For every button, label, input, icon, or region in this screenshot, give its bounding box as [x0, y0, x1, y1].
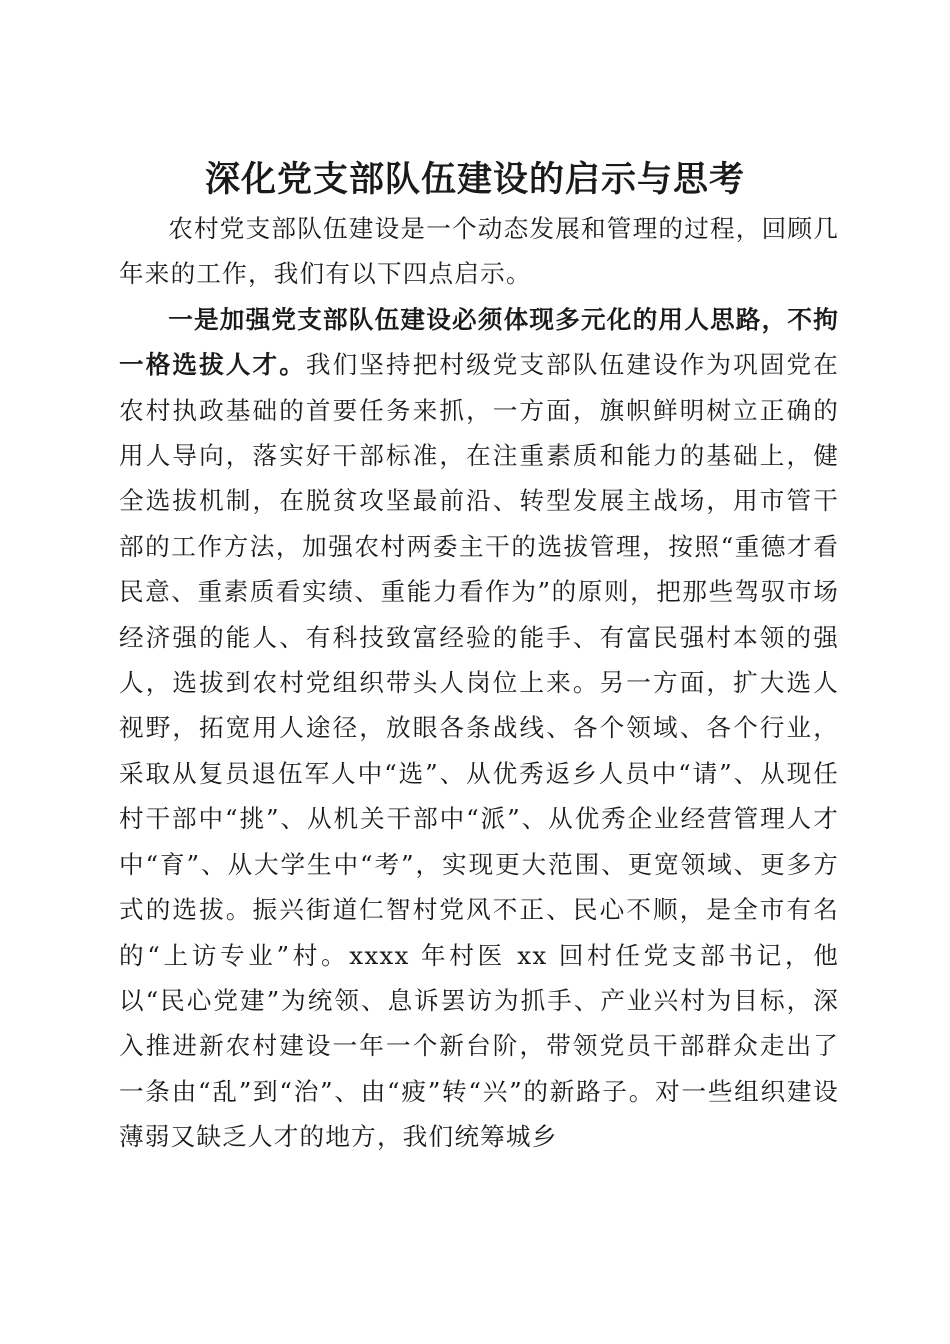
document-body [119, 206, 839, 1160]
point-one-paragraph [119, 297, 839, 1160]
point-one-heading: 一是加强党支部队伍建设必须体现多元化的用人思路，不拘一格选拔人才。 [119, 304, 839, 380]
document-title: 深化党支部队伍建设的启示与思考 [204, 159, 745, 201]
intro-paragraph: 农村党支部队伍建设是一个动态发展和管理的过程，回顾几年来的工作，我们有以下四点启示。 [119, 214, 839, 289]
point-one-body: 我们坚持把村级党支部队伍建设作为巩固党在农村执政基础的首要任务来抓，一方面，旗帜鲜明树立正确的用人导向，落实好干部标准，在注重素质和能力的基础上，健全选拔机制，在脱贫攻坚最前沿、转型发展主战场，用市管干部的工作方法，加强农村两委主干的选拔管理，按照“重德才看民意、重素质看实绩、重能力看作为”的原则，把那些驾驭市场经济强的能人、有科技致富经验的能手、有富民强村本领的强人，选拔到农村党组织带头人岗位上来。另一方面，扩大选人视野，拓宽用人途径，放眼各条战线、各个领域、各个行业，采取从复员退伍军人中“选”、从优秀返乡人员中“请”、从现任村干部中“挑”、从机关干部中“派”、从优秀企业经营管理人才中“育”、从大学生中“考”，实现更大范围、更宽领域、更多方式的选拔。振兴街道仁智村党风不正、民心不顺，是全市有名的“上访专业”村。xxxx 年村医 xx 回村任党支部书记，他以“民心党建”为统领、息诉罢访为抓手、产业兴村为目标，深入推进新农村建设一年一个新台阶，带领党员干部群众走出了一条由“乱”到“治”、由“疲”转“兴”的新路子。对一些组织建设薄弱又缺乏人才的地方，我们统筹城乡 [119, 350, 839, 1152]
